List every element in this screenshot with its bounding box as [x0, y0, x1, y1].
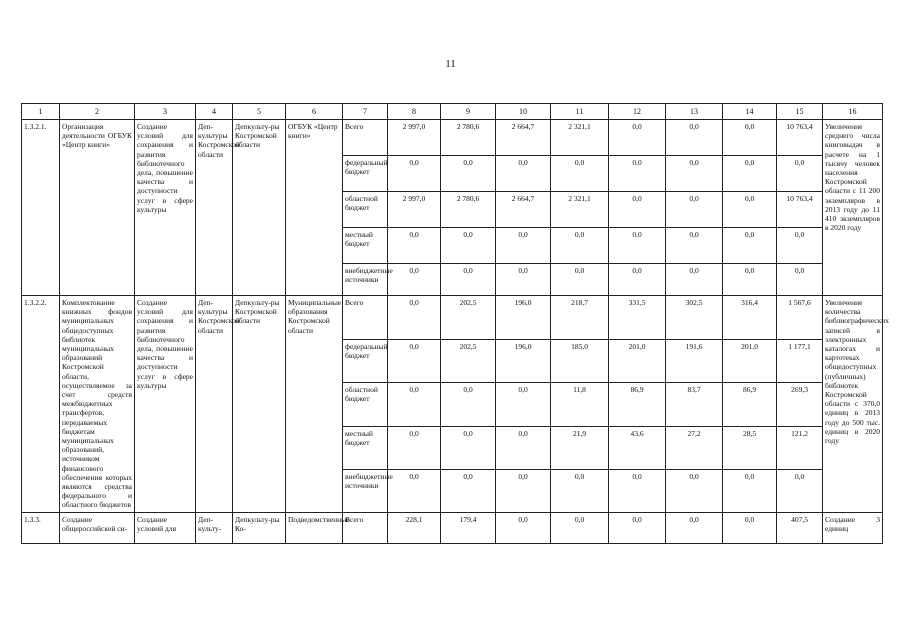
value-cell: 83,7 — [666, 383, 723, 427]
row-result: Увеличение количества библиографических записей в электронных каталогах и картотеках общедоступных (публичных) библиотек Костромской области с 370,0 единиц в 2013 году до 500 тыс. единиц в 2020 году — [823, 296, 883, 513]
value-cell: 2 321,1 — [551, 192, 609, 228]
row-measure: Создание общероссийской си- — [60, 512, 135, 543]
header-cell: 15 — [777, 104, 823, 120]
source-name: местный бюджет — [343, 426, 388, 470]
value-cell: 302,5 — [666, 296, 723, 340]
table-row — [22, 296, 883, 340]
value-cell: 196,0 — [496, 296, 551, 340]
value-cell: 28,5 — [723, 426, 777, 470]
row-responsible: Деп-культуры Костромской области — [196, 296, 233, 513]
row-measure: Комплектование книжных фондов муниципальных общедоступных библиотек муниципальных образований Костромской области, осуществляемое за счет средств межбюджетных трансфертов, передаваемых бюджетам муниципальных образований, источником финансового обеспечения которых являются средства федерального и областного бюджетов — [60, 296, 135, 513]
header-cell: 4 — [196, 104, 233, 120]
source-name: федеральный бюджет — [343, 339, 388, 383]
value-cell: 0,0 — [777, 228, 823, 264]
value-cell: 0,0 — [777, 470, 823, 512]
value-cell: 0,0 — [609, 470, 666, 512]
header-cell: 5 — [233, 104, 286, 120]
value-cell: 0,0 — [441, 228, 496, 264]
value-cell: 1 177,1 — [777, 339, 823, 383]
value-cell: 0,0 — [551, 470, 609, 512]
value-cell: 0,0 — [609, 120, 666, 156]
header-row — [22, 104, 883, 120]
value-cell: 407,5 — [777, 512, 823, 543]
header-cell: 10 — [496, 104, 551, 120]
source-name: местный бюджет — [343, 228, 388, 264]
value-cell: 179,4 — [441, 512, 496, 543]
source-name: федеральный бюджет — [343, 156, 388, 192]
source-name: Всего — [343, 296, 388, 340]
value-cell: 316,4 — [723, 296, 777, 340]
value-cell: 218,7 — [551, 296, 609, 340]
value-cell: 0,0 — [666, 156, 723, 192]
value-cell: 0,0 — [441, 156, 496, 192]
value-cell: 0,0 — [777, 264, 823, 296]
value-cell: 0,0 — [496, 426, 551, 470]
header-cell: 6 — [286, 104, 343, 120]
row-recipient: Подведомственные — [286, 512, 343, 543]
row-recipient: ОГБУК «Центр книги» — [286, 120, 343, 296]
table-row — [22, 120, 883, 156]
value-cell: 0,0 — [441, 264, 496, 296]
value-cell: 0,0 — [388, 339, 441, 383]
value-cell: 0,0 — [551, 228, 609, 264]
table-row — [22, 512, 883, 543]
value-cell: 0,0 — [496, 470, 551, 512]
header-cell: 11 — [551, 104, 609, 120]
header-cell: 9 — [441, 104, 496, 120]
value-cell: 0,0 — [496, 512, 551, 543]
value-cell: 196,0 — [496, 339, 551, 383]
row-measure: Организация деятельности ОГБУК «Центр книги» — [60, 120, 135, 296]
value-cell: 201,0 — [609, 339, 666, 383]
value-cell: 0,0 — [441, 426, 496, 470]
source-name: внебюджетные источники — [343, 470, 388, 512]
value-cell: 0,0 — [609, 156, 666, 192]
row-code: 1.3.3. — [22, 512, 60, 543]
row-goal: Создание условий для — [135, 512, 196, 543]
value-cell: 202,5 — [441, 296, 496, 340]
value-cell: 0,0 — [551, 264, 609, 296]
value-cell: 0,0 — [551, 156, 609, 192]
value-cell: 0,0 — [723, 512, 777, 543]
value-cell: 191,6 — [666, 339, 723, 383]
row-coexecutor: Депкульту-ры Костромской области — [233, 296, 286, 513]
value-cell: 0,0 — [388, 156, 441, 192]
value-cell: 0,0 — [609, 192, 666, 228]
value-cell: 0,0 — [777, 156, 823, 192]
header-cell: 16 — [823, 104, 883, 120]
value-cell: 2 664,7 — [496, 120, 551, 156]
page-number: 11 — [445, 58, 456, 70]
value-cell: 0,0 — [609, 512, 666, 543]
value-cell: 0,0 — [609, 264, 666, 296]
value-cell: 0,0 — [666, 512, 723, 543]
source-name: внебюджетные источники — [343, 264, 388, 296]
value-cell: 0,0 — [723, 192, 777, 228]
row-code: 1.3.2.1. — [22, 120, 60, 296]
value-cell: 0,0 — [666, 192, 723, 228]
row-code: 1.3.2.2. — [22, 296, 60, 513]
value-cell: 0,0 — [388, 296, 441, 340]
value-cell: 43,6 — [609, 426, 666, 470]
value-cell: 0,0 — [666, 470, 723, 512]
value-cell: 2 780,6 — [441, 120, 496, 156]
value-cell: 121,2 — [777, 426, 823, 470]
value-cell: 0,0 — [496, 264, 551, 296]
value-cell: 0,0 — [609, 228, 666, 264]
value-cell: 0,0 — [441, 470, 496, 512]
value-cell: 0,0 — [388, 228, 441, 264]
header-cell: 2 — [60, 104, 135, 120]
value-cell: 21,9 — [551, 426, 609, 470]
value-cell: 331,5 — [609, 296, 666, 340]
value-cell: 10 763,4 — [777, 120, 823, 156]
header-cell: 12 — [609, 104, 666, 120]
row-recipient: Муниципальные образования Костромской области — [286, 296, 343, 513]
value-cell: 0,0 — [723, 470, 777, 512]
value-cell: 0,0 — [496, 156, 551, 192]
value-cell: 27,2 — [666, 426, 723, 470]
header-cell: 7 — [343, 104, 388, 120]
header-cell: 3 — [135, 104, 196, 120]
value-cell: 0,0 — [388, 383, 441, 427]
value-cell: 0,0 — [496, 228, 551, 264]
value-cell: 0,0 — [551, 512, 609, 543]
row-result: Увеличение среднего числа книговыдач в расчете на 1 тысячу человек населения Костромской области с 11 200 экземпляров в 2013 году до 11 410 экземпляров в 2020 году — [823, 120, 883, 296]
row-result: Создание 3 единиц — [823, 512, 883, 543]
source-name: областной бюджет — [343, 383, 388, 427]
value-cell: 0,0 — [388, 426, 441, 470]
value-cell: 201,0 — [723, 339, 777, 383]
value-cell: 11,8 — [551, 383, 609, 427]
value-cell: 0,0 — [388, 264, 441, 296]
value-cell: 0,0 — [723, 156, 777, 192]
value-cell: 0,0 — [388, 470, 441, 512]
value-cell: 202,5 — [441, 339, 496, 383]
source-name: областной бюджет — [343, 192, 388, 228]
value-cell: 2 997,0 — [388, 120, 441, 156]
value-cell: 2 997,0 — [388, 192, 441, 228]
header-cell: 13 — [666, 104, 723, 120]
row-coexecutor: Депкульту-ры Ко- — [233, 512, 286, 543]
row-goal: Создание условий для сохранения и развития библиотечного дела, повышение качества и доступности услуг в сфере культуры — [135, 120, 196, 296]
header-cell: 1 — [22, 104, 60, 120]
value-cell: 2 321,1 — [551, 120, 609, 156]
value-cell: 0,0 — [723, 228, 777, 264]
value-cell: 185,0 — [551, 339, 609, 383]
value-cell: 10 763,4 — [777, 192, 823, 228]
value-cell: 0,0 — [666, 120, 723, 156]
value-cell: 0,0 — [723, 120, 777, 156]
header-cell: 8 — [388, 104, 441, 120]
program-table — [21, 103, 890, 544]
value-cell: 1 567,6 — [777, 296, 823, 340]
row-goal: Создание условий для сохранения и развития библиотечного дела, повышение качества и доступности услуг в сфере культуры — [135, 296, 196, 513]
value-cell: 0,0 — [496, 383, 551, 427]
value-cell: 0,0 — [723, 264, 777, 296]
row-responsible: Деп-культуры Костромской области — [196, 120, 233, 296]
source-name: Всего — [343, 512, 388, 543]
value-cell: 2 664,7 — [496, 192, 551, 228]
value-cell: 228,1 — [388, 512, 441, 543]
row-coexecutor: Депкульту-ры Костромской области — [233, 120, 286, 296]
row-responsible: Деп-культу- — [196, 512, 233, 543]
value-cell: 86,9 — [723, 383, 777, 427]
value-cell: 0,0 — [666, 264, 723, 296]
value-cell: 0,0 — [666, 228, 723, 264]
value-cell: 2 780,6 — [441, 192, 496, 228]
header-cell: 14 — [723, 104, 777, 120]
value-cell: 0,0 — [441, 383, 496, 427]
source-name: Всего — [343, 120, 388, 156]
value-cell: 269,3 — [777, 383, 823, 427]
value-cell: 86,9 — [609, 383, 666, 427]
